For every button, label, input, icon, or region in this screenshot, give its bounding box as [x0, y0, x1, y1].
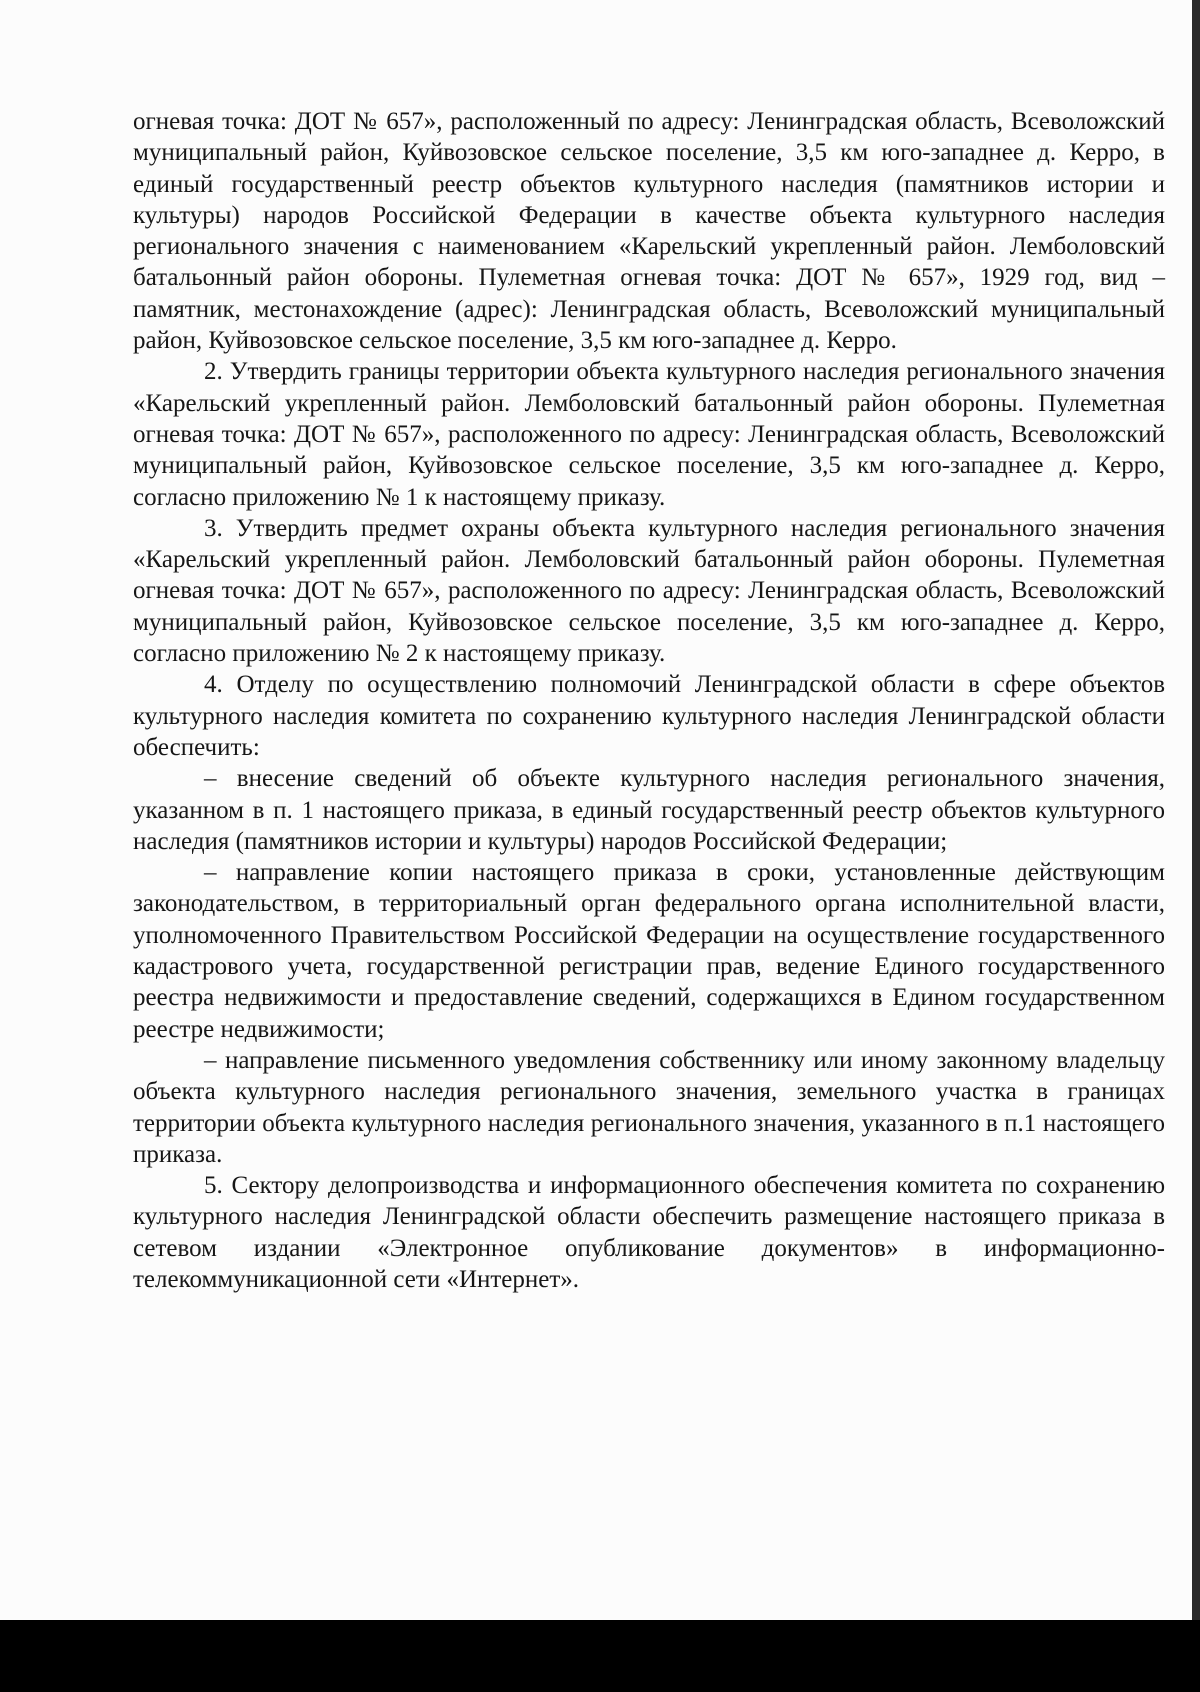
paragraph-continuation-item-1: огневая точка: ДОТ № 657», расположенный по адресу: Ленинградская область, Всеволожский муниципальный район, Куйвозовское сельское поселение, 3,5 км юго-западнее д. Керро, в единый государственный реестр объектов культурного наследия (памятников истории и культуры) народов Российской Федерации в качестве объекта культурного наследия регионального значения с наименованием «Карельский укрепленный район. Лемболовский батальонный район обороны. Пулеметная огневая точка: ДОТ № 657», 1929 год, вид – памятник, местонахождение (адрес): Ленинградская область, Всеволожский муниципальный район, Куйвозовское сельское поселение, 3,5 км юго-западнее д. Керро.	[133, 108, 1165, 355]
scan-bottom-bar	[0, 1620, 1200, 1692]
bullet-registry-entry: – внесение сведений об объекте культурного наследия регионального значения, указанном в п. 1 настоящего приказа, в единый государственный реестр объектов культурного наследия (памятников истории и культуры) народов Российской Федерации;	[133, 765, 1165, 855]
document-body	[133, 106, 1165, 1295]
paragraph-item-3-protection-subject: 3. Утвердить предмет охраны объекта культурного наследия регионального значения «Карельский укрепленный район. Лемболовский батальонный район обороны. Пулеметная огневая точка: ДОТ № 657», расположенного по адресу: Ленинградская область, Всеволожский муниципальный район, Куйвозовское сельское поселение, 3,5 км юго-западнее д. Керро, согласно приложению № 2 к настоящему приказу.	[133, 514, 1165, 668]
bullet-send-copy: – направление копии настоящего приказа в сроки, установленные действующим законодательством, в территориальный орган федерального органа исполнительной власти, уполномоченного Правительством Российской Федерации на осуществление государственного кадастрового учета, государственной регистрации прав, ведение Единого государственного реестра недвижимости и предоставление сведений, содержащихся в Едином государственном реестре недвижимости;	[133, 859, 1165, 1043]
paragraph-item-5-publication: 5. Сектору делопроизводства и информационного обеспечения комитета по сохранению культурного наследия Ленинградской области обеспечить размещение настоящего приказа в сетевом издании «Электронное опубликование документов» в информационно-телекоммуникационной сети «Интернет».	[133, 1172, 1165, 1293]
paragraph-item-4-department-tasks: 4. Отделу по осуществлению полномочий Ленинградской области в сфере объектов культурного наследия комитета по сохранению культурного наследия Ленинградской области обеспечить:	[133, 671, 1165, 761]
paragraph-item-2-boundaries: 2. Утвердить границы территории объекта культурного наследия регионального значения «Карельский укрепленный район. Лемболовский батальонный район обороны. Пулеметная огневая точка: ДОТ № 657», расположенного по адресу: Ленинградская область, Всеволожский муниципальный район, Куйвозовское сельское поселение, 3,5 км юго-западнее д. Керро, согласно приложению № 1 к настоящему приказу.	[133, 358, 1165, 511]
scan-right-edge	[1192, 0, 1200, 1620]
bullet-owner-notification: – направление письменного уведомления собственнику или иному законному владельцу объекта культурного наследия регионального значения, земельного участка в границах территории объекта культурного наследия регионального значения, указанного в п.1 настоящего приказа.	[133, 1046, 1165, 1168]
